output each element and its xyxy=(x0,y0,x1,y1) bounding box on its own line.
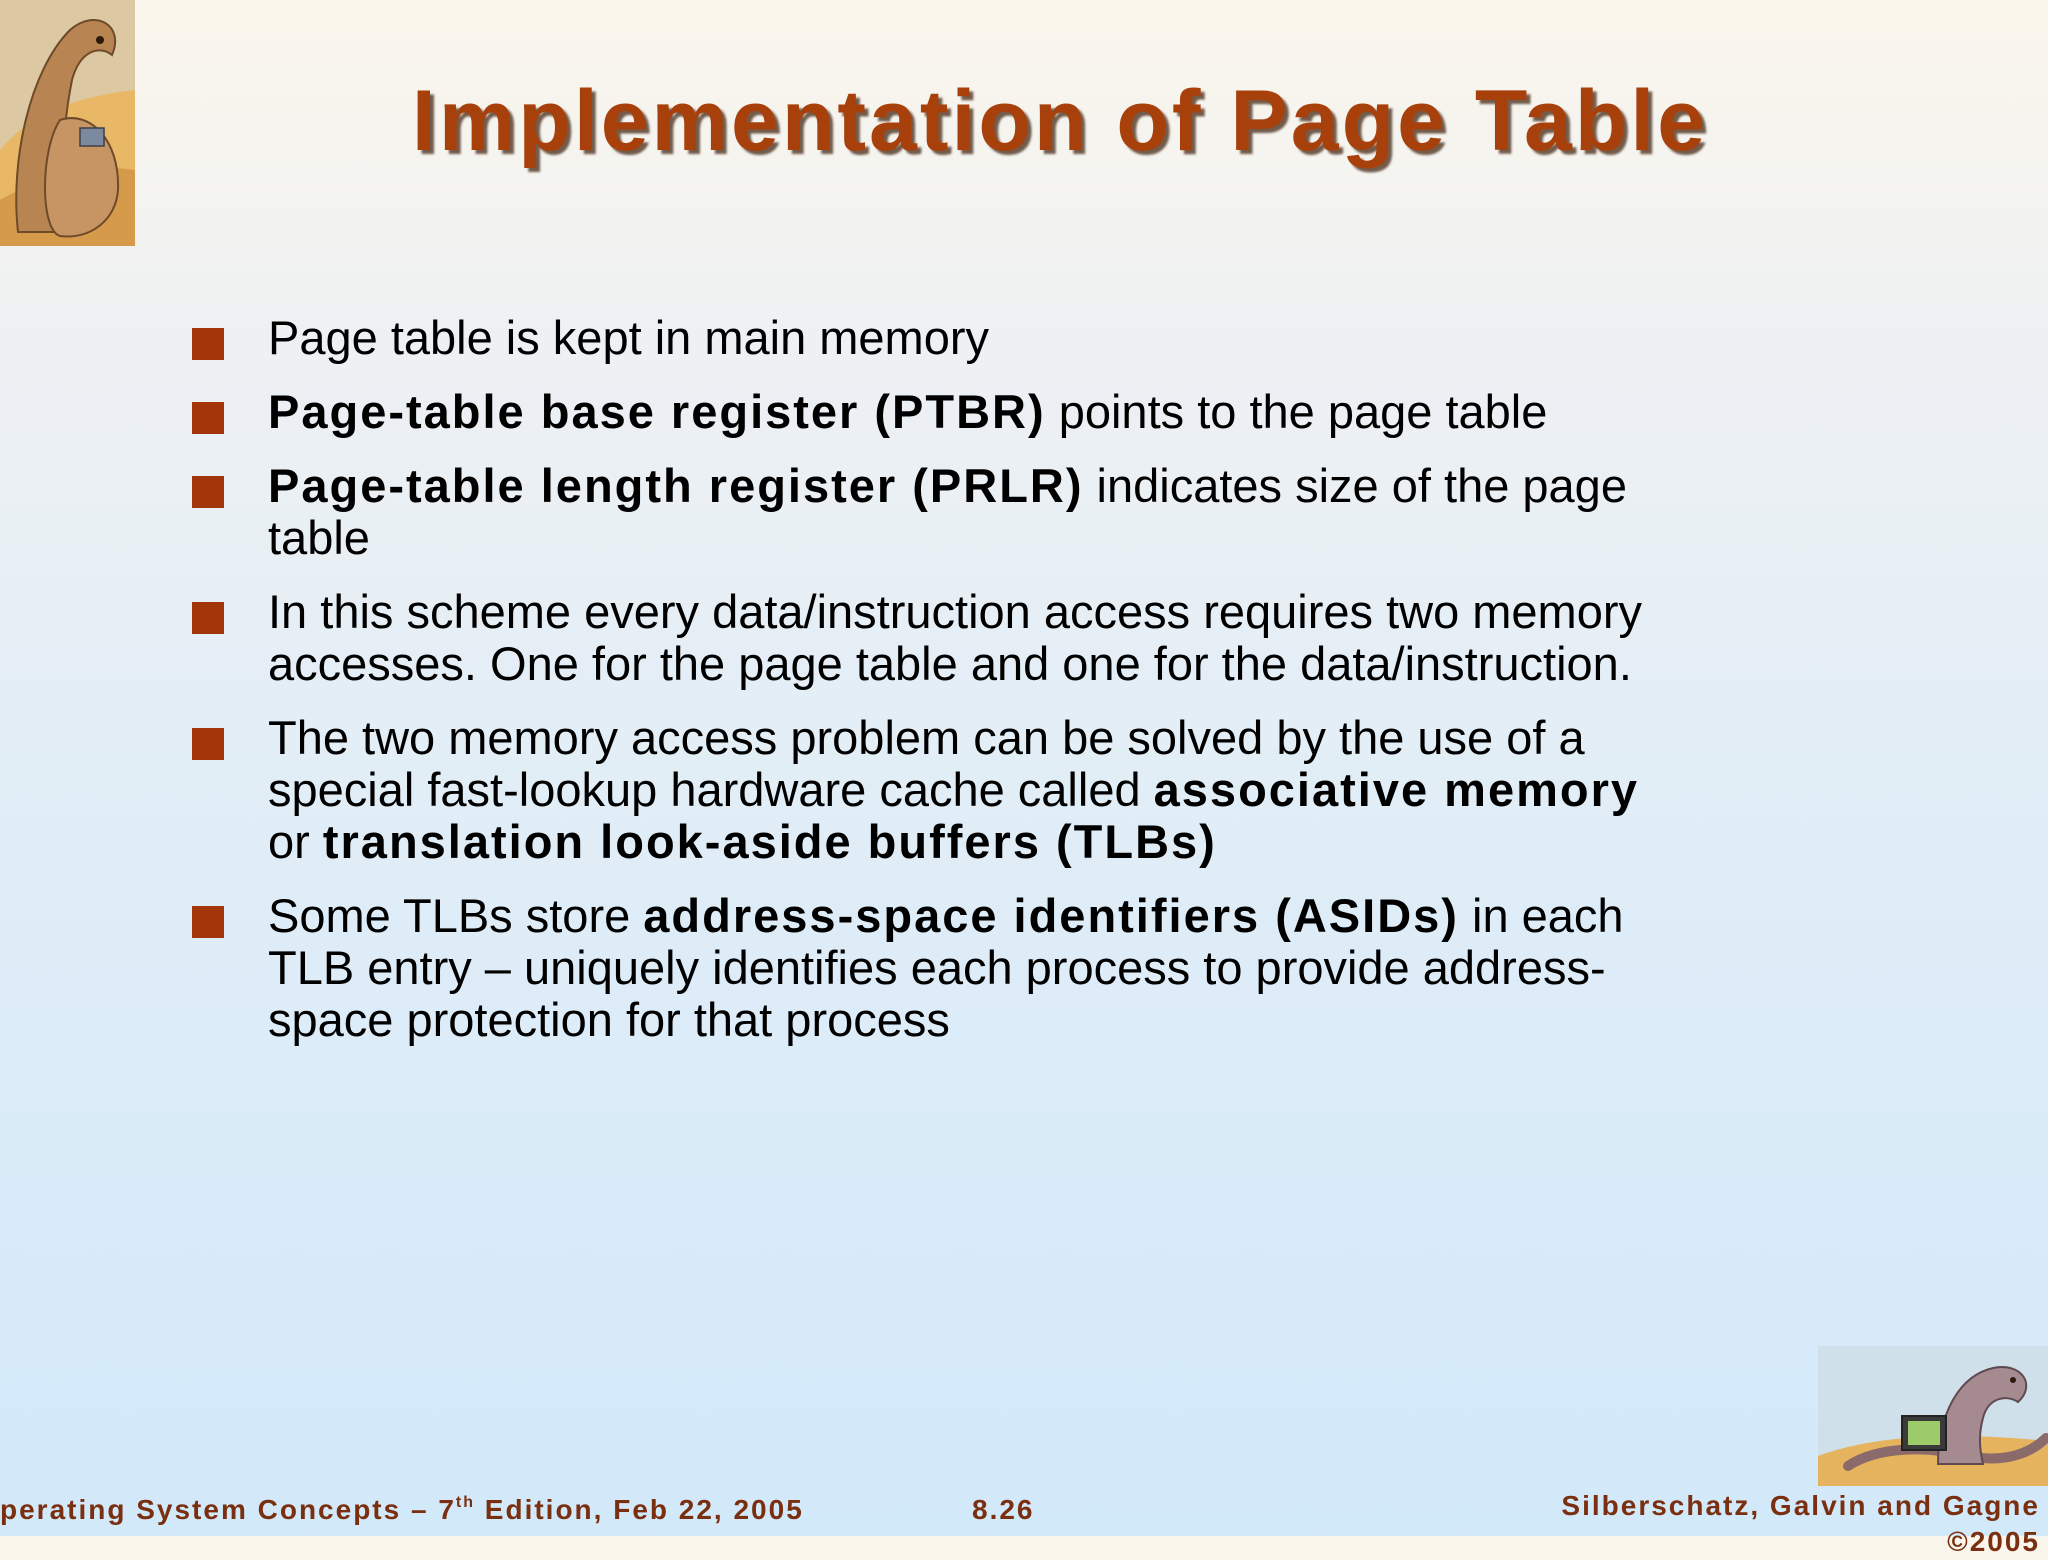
bullet-text: indicates size of the page table xyxy=(268,459,1627,564)
footer-course-title-text: perating System Concepts – 7 xyxy=(0,1494,456,1525)
bullet-text: The two memory access problem can be solved by the use of a special fast-lookup hardware cache called xyxy=(268,711,1585,816)
bullet-square-icon xyxy=(192,602,224,634)
bullet-bold-term: Page-table length register (PRLR) xyxy=(268,459,1084,512)
bullet-square-icon xyxy=(192,328,224,360)
slide-title: Implementation of Page Table xyxy=(411,73,1709,169)
bullet-text: In this scheme every data/instruction access requires two memory accesses. One for the page table and one for the data/instruction. xyxy=(268,585,1642,690)
bullet-item xyxy=(192,312,1652,364)
footer-edition-superscript: th xyxy=(455,1494,476,1511)
bullet-square-icon xyxy=(192,728,224,760)
bullet-bold-term: associative memory xyxy=(1153,763,1640,816)
bullet-text: Page table is kept in main memory xyxy=(268,311,989,364)
bullet-list xyxy=(192,312,1652,1068)
bullet-bold-term: Page-table base register (PTBR) xyxy=(268,385,1046,438)
bullet-square-icon xyxy=(192,402,224,434)
dinosaur-laptop-icon xyxy=(1818,1346,2048,1486)
dinosaur-reading-icon xyxy=(0,0,135,246)
footer-edition-date: Edition, Feb 22, 2005 xyxy=(475,1494,804,1525)
bullet-item xyxy=(192,712,1652,868)
bullet-item xyxy=(192,890,1652,1046)
bullet-bold-term: translation look-aside buffers (TLBs) xyxy=(322,815,1217,868)
bullet-text: points to the page table xyxy=(1045,385,1548,438)
bullet-text: or xyxy=(268,815,323,868)
footer-authors: Silberschatz, Galvin and Gagne ©2005 xyxy=(1561,1490,2040,1557)
bullet-square-icon xyxy=(192,906,224,938)
bullet-square-icon xyxy=(192,476,224,508)
bullet-bold-term: address-space identifiers (ASIDs) xyxy=(643,889,1459,942)
bullet-item xyxy=(192,386,1652,438)
bullet-text: Some TLBs store xyxy=(268,889,644,942)
footer-page-number: 8.26 xyxy=(972,1494,1035,1525)
bullet-text: in each TLB entry – uniquely identifies each process to provide address-space protection for that process xyxy=(268,889,1624,1046)
bullet-item xyxy=(192,460,1652,564)
footer-course-title xyxy=(0,1494,804,1526)
bullet-item xyxy=(192,586,1652,690)
